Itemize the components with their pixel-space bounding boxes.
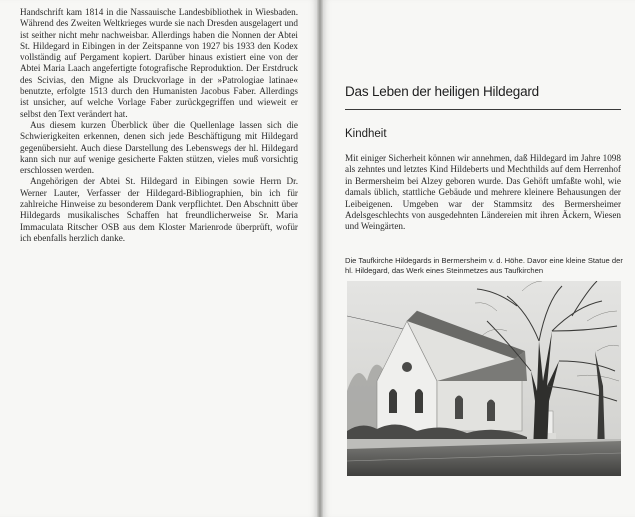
left-paragraph-1: Handschrift kam 1814 in die Nassauische Landesbibliothek in Wiesbaden. Während des Zweiten Weltkrieges wurde sie nach Dresden ausgelagert und ist seither nicht mehr nachweisbar. Allerdings haben die Nonnen der Abtei St. Hildegard in Eibingen in der Zeitspanne von 1927 bis 1933 den Kodex vollständig auf Pergament kopiert. Darüber hinaus existiert eine von der Abtei Maria Laach angefertigte fotografische Reproduktion. Der Erstdruck des Scivias, den Migne als Druckvorlage in der »Patrologiae latinae« benutzte, erfolgte 1513 durch den Humanisten Jacobus Faber. Allerdings ist unsicher, auf welche Vorlage Faber zurückgegriffen und wieweit er selbst den Text verändert hat. <box>20 7 298 119</box>
chapter-title: Das Leben der heiligen Hildegard <box>345 84 539 99</box>
photo-caption: Die Taufkirche Hildegards in Bermersheim v. d. Höhe. Davor eine kleine Statue der hl. Hildegard, das Werk eines Steinmetzes aus Taufkirchen <box>345 256 623 275</box>
title-rule <box>345 109 621 110</box>
section-heading: Kindheit <box>345 128 387 140</box>
left-paragraph-3: Angehörigen der Abtei St. Hildegard in Eibingen sowie Herrn Dr. Werner Lauter, Verfasser der Hildegard-Bibliographien, bin ich für zahlreiche Hinweise zu besonderem Dank verpflichtet. Den Abschnitt über Hildegards musikalisches Schaffen hat freundlicherweise Sr. Maria Immaculata Ritscher OSB aus dem Kloster Marienrode überprüft, wofür ich ebenfalls herzlich danke. <box>20 176 298 243</box>
right-page <box>323 0 635 517</box>
left-page-text <box>20 7 298 244</box>
church-photo <box>347 281 621 476</box>
church-photo-image <box>347 281 621 476</box>
chapter-body-text: Mit einiger Sicherheit können wir annehmen, daß Hildegard im Jahre 1098 als zehntes und letztes Kind Hildeberts und Mechthilds auf dem Herrenhof in Bermersheim bei Alzey geboren wurde. Das Gehöft umfaßte wohl, wie damals üblich, stattliche Gebäude und mehrere kleinere Behausungen der Leibeigenen. Umgeben war der Stammsitz des Bermersheimer Adelsgeschlechts von ausgedehnten Ländereien mit ihren Äckern, Wiesen und Weingärten. <box>345 153 621 232</box>
left-paragraph-2: Aus diesem kurzen Überblick über die Quellenlage lassen sich die Schwierigkeiten erkennen, denen sich jede Beschäftigung mit Hildegard gegenübersieht. Auch diese Darstellung des Lebenswegs der hl. Hildegard kann sich nur auf wenige gesicherte Fakten stützen, vieles muß vorsichtig erschlossen werden. <box>20 119 298 176</box>
left-page <box>0 0 317 517</box>
